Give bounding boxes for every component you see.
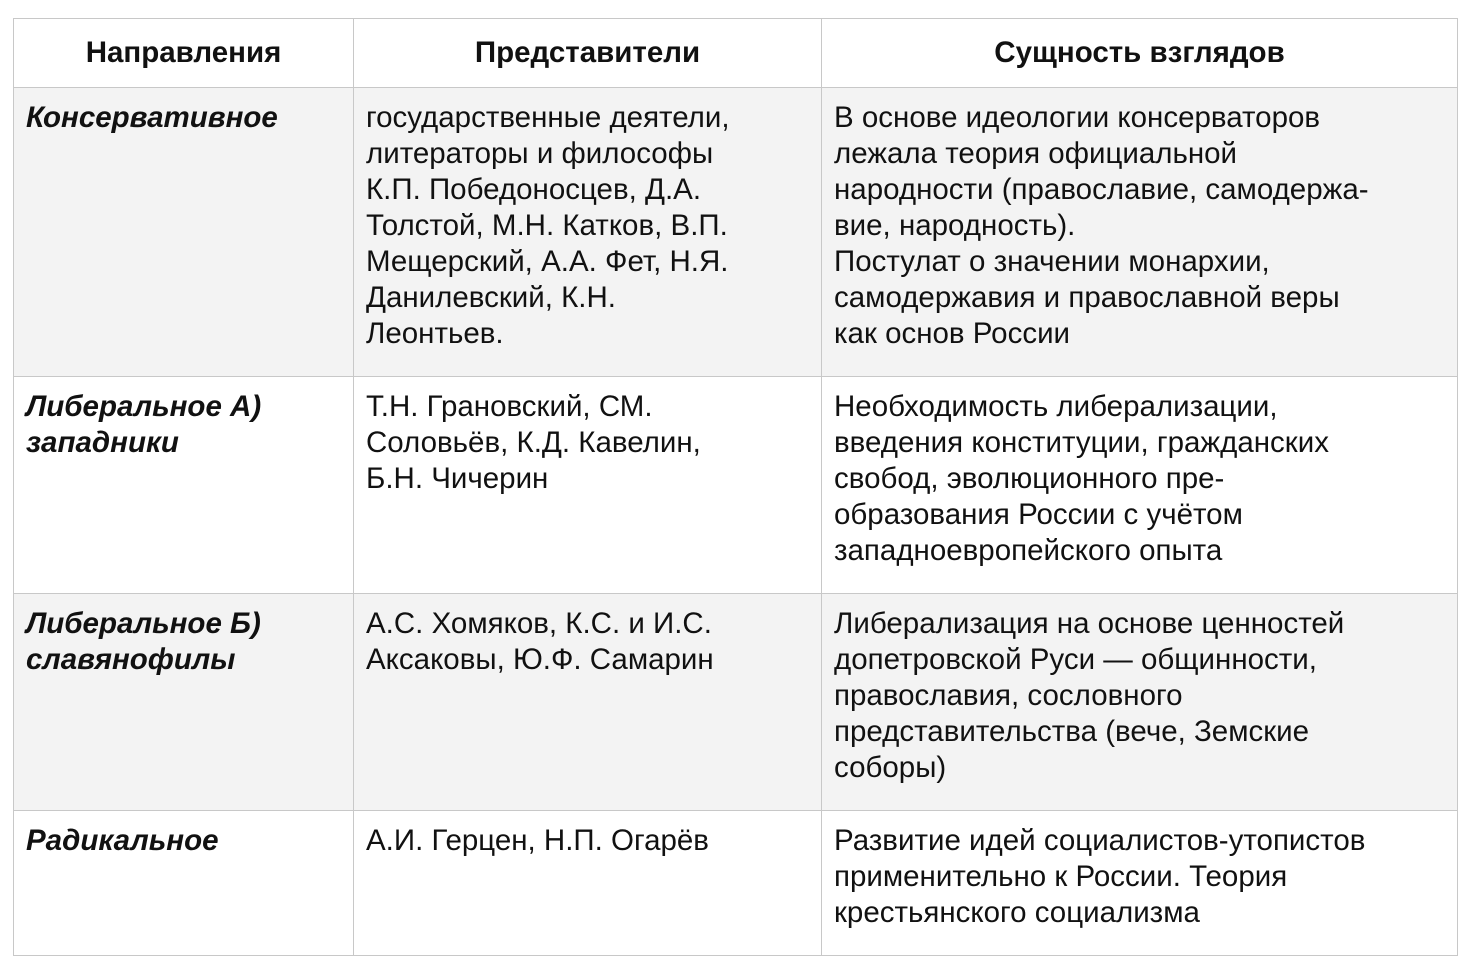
- representatives-cell: Т.Н. Грановский, СМ. Соловьёв, К.Д. Кавелин, Б.Н. Чичерин: [354, 377, 822, 594]
- ideology-table: [13, 18, 1458, 956]
- representatives-cell: А.С. Хомяков, К.С. и И.С. Аксаковы, Ю.Ф. Самарин: [354, 594, 822, 811]
- table-row: [14, 88, 1458, 377]
- table-row: [14, 594, 1458, 811]
- essence-cell: Необходимость либерализации, введения конституции, гражданских свобод, эволюционного пре- образования России с учётом западноевропейского опыта: [822, 377, 1458, 594]
- table-body: [14, 88, 1458, 956]
- direction-cell: Либеральное Б) славянофилы: [14, 594, 354, 811]
- representatives-cell: А.И. Герцен, Н.П. Огарёв: [354, 811, 822, 956]
- header-row: [14, 19, 1458, 88]
- direction-cell: Либеральное А) западники: [14, 377, 354, 594]
- table-row: [14, 811, 1458, 956]
- essence-cell: В основе идеологии консерваторов лежала теория официальной народности (православие, самодержа- вие, народность). Постулат о значении монархии, самодержавия и православной веры как основ России: [822, 88, 1458, 377]
- direction-cell: Радикальное: [14, 811, 354, 956]
- table-header: [14, 19, 1458, 88]
- essence-cell: Либерализация на основе ценностей допетровской Руси — общинности, православия, сословного представительства (вече, Земские соборы): [822, 594, 1458, 811]
- header-essence: Сущность взглядов: [822, 19, 1458, 88]
- header-direction: Направления: [14, 19, 354, 88]
- essence-cell: Развитие идей социалистов-утопистов применительно к России. Теория крестьянского социализма: [822, 811, 1458, 956]
- table-row: [14, 377, 1458, 594]
- direction-cell: Консервативное: [14, 88, 354, 377]
- header-representatives: Представители: [354, 19, 822, 88]
- representatives-cell: государственные деятели, литераторы и философы К.П. Победоносцев, Д.А. Толстой, М.Н. Катков, В.П. Мещерский, А.А. Фет, Н.Я. Данилевский, К.Н. Леонтьев.: [354, 88, 822, 377]
